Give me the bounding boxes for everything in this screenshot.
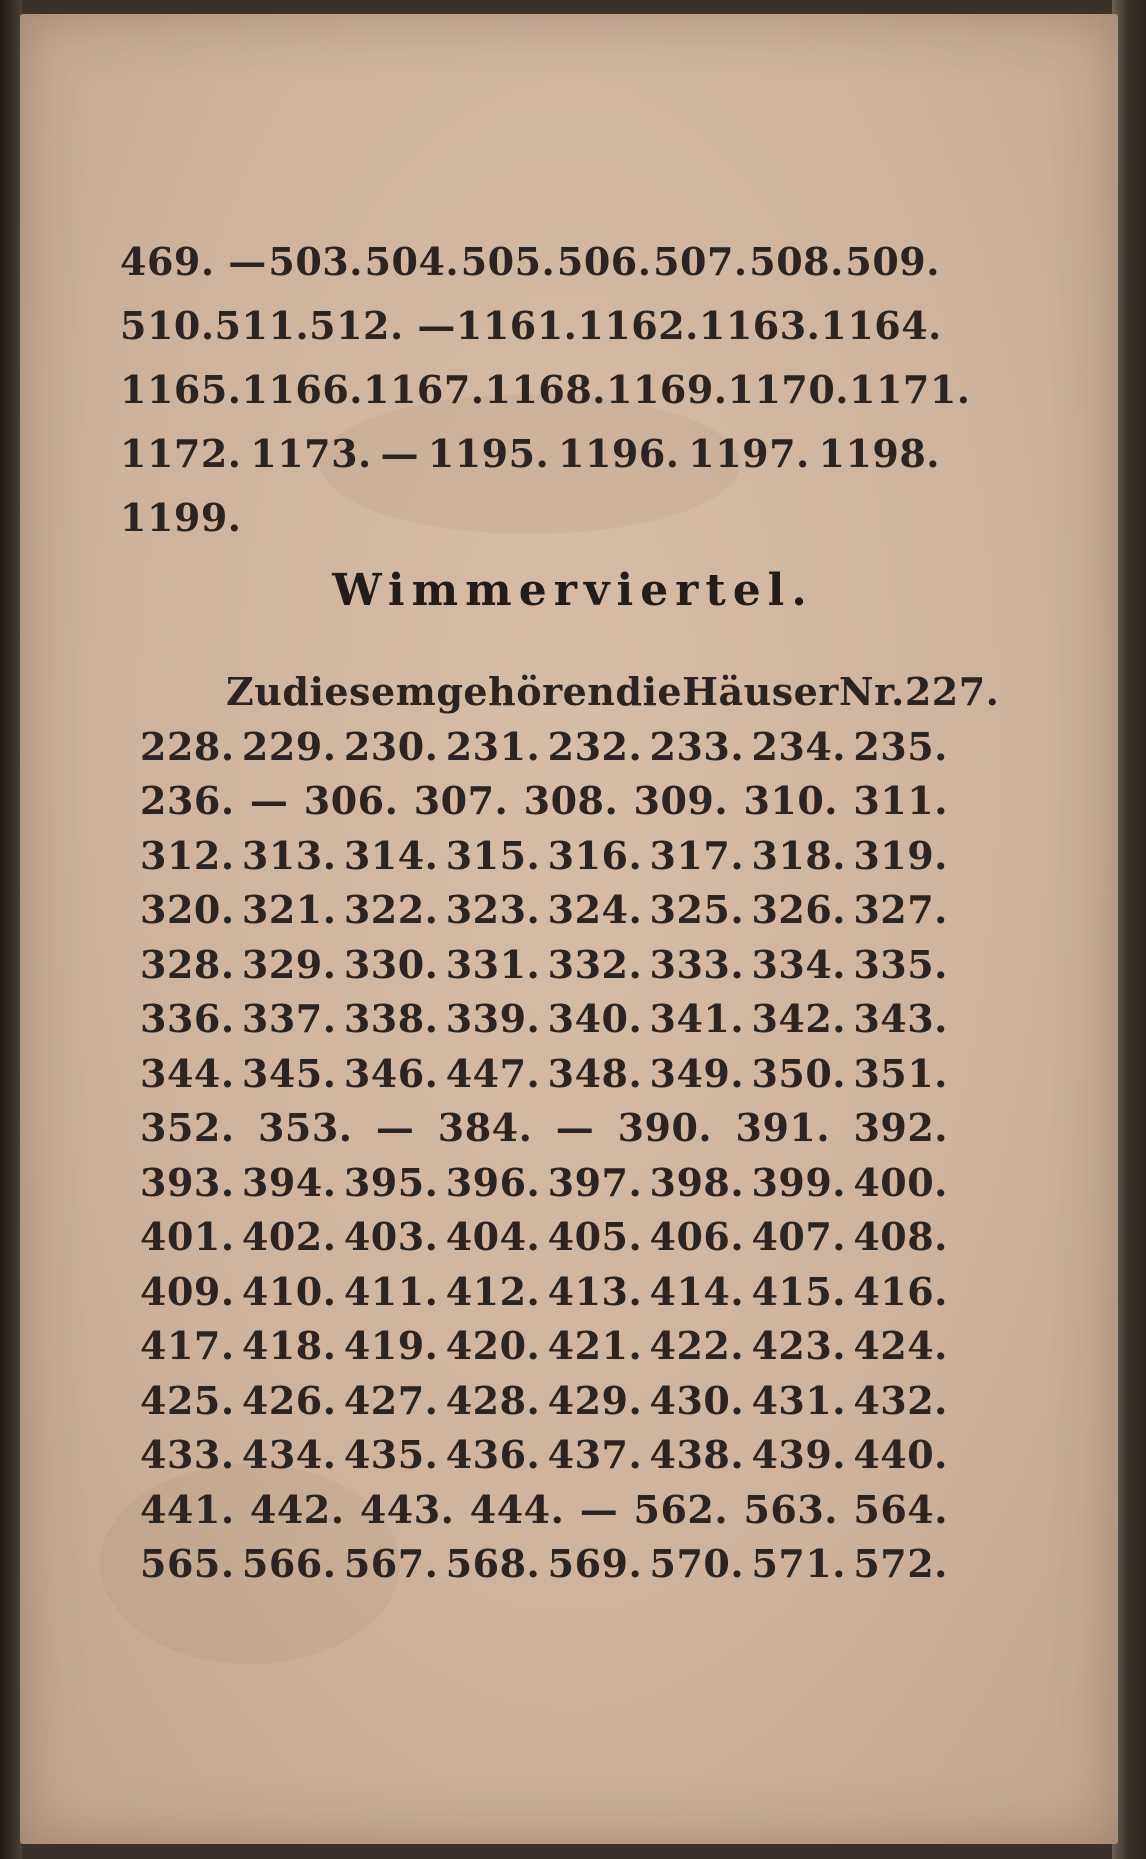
house-number: 329. bbox=[241, 941, 337, 987]
house-number: 316. bbox=[547, 832, 643, 878]
house-number: 233. bbox=[649, 723, 745, 769]
house-number: 236. bbox=[140, 778, 235, 823]
house-number: 231. bbox=[445, 723, 541, 769]
text-line bbox=[140, 1047, 948, 1102]
text-line bbox=[140, 720, 948, 775]
house-number: 309. bbox=[633, 778, 729, 823]
house-number: 313. bbox=[241, 832, 337, 878]
house-number: — bbox=[380, 431, 419, 476]
house-number: 1169. bbox=[606, 367, 728, 412]
house-number: 1166. bbox=[241, 367, 363, 412]
intro-word: 227. bbox=[904, 669, 1000, 714]
house-number: 308. bbox=[523, 778, 619, 823]
house-number: 436. bbox=[445, 1432, 541, 1477]
intro-word: Zu bbox=[226, 669, 283, 714]
house-number: 508. bbox=[749, 239, 844, 284]
house-number: 432. bbox=[853, 1377, 948, 1423]
house-number: 399. bbox=[751, 1159, 846, 1205]
house-number: 1167. bbox=[363, 367, 485, 412]
house-number: 437. bbox=[547, 1432, 643, 1477]
house-number: 409. bbox=[140, 1268, 235, 1314]
house-number: 228. bbox=[140, 723, 235, 769]
house-number: 334. bbox=[751, 941, 846, 987]
house-number: 469. — bbox=[120, 239, 267, 284]
house-number: 427. bbox=[343, 1377, 439, 1423]
house-number: 1196. bbox=[558, 431, 680, 476]
house-number: 564. bbox=[853, 1486, 948, 1532]
house-number: 1161. bbox=[455, 303, 578, 348]
house-number: 512. — bbox=[309, 303, 456, 348]
house-number: 1199. bbox=[120, 495, 242, 540]
house-number: 562. bbox=[633, 1486, 729, 1532]
house-number: 394. bbox=[241, 1159, 337, 1205]
house-number: 341. bbox=[649, 996, 745, 1041]
text-line bbox=[120, 358, 971, 422]
section-heading: Wimmerviertel. bbox=[332, 565, 814, 616]
house-number: 421. bbox=[547, 1323, 643, 1368]
house-number: 345. bbox=[241, 1050, 337, 1096]
house-number: 312. bbox=[140, 832, 235, 878]
house-number: 350. bbox=[751, 1050, 846, 1096]
text-line bbox=[120, 294, 940, 358]
house-number: — bbox=[249, 778, 289, 823]
house-number: 505. bbox=[460, 239, 556, 284]
house-number: 434. bbox=[241, 1432, 337, 1477]
house-number: 443. bbox=[359, 1486, 455, 1532]
house-number: 504. bbox=[364, 239, 460, 284]
house-number: 433. bbox=[140, 1432, 235, 1477]
house-number: 567. bbox=[343, 1541, 439, 1586]
house-number: 400. bbox=[853, 1159, 948, 1205]
house-number: 441. bbox=[140, 1486, 235, 1532]
house-number: 331. bbox=[445, 941, 541, 987]
house-number: 503. bbox=[268, 239, 363, 284]
intro-word: Nr. bbox=[838, 669, 905, 714]
house-number: 332. bbox=[547, 941, 643, 987]
text-line bbox=[140, 1265, 948, 1320]
intro-line bbox=[140, 665, 1000, 720]
house-number: 506. bbox=[556, 239, 652, 284]
intro-word: diesem bbox=[282, 669, 437, 714]
house-number: 1172. bbox=[120, 431, 242, 476]
text-line bbox=[140, 992, 948, 1047]
house-number: 328. bbox=[140, 941, 235, 987]
house-number: 1198. bbox=[818, 431, 940, 476]
house-number: 390. bbox=[617, 1105, 713, 1150]
house-number: — bbox=[579, 1486, 619, 1532]
house-number: 353. bbox=[257, 1105, 353, 1150]
house-number: 511. bbox=[214, 303, 310, 348]
house-number: 406. bbox=[649, 1214, 745, 1259]
house-number: 568. bbox=[445, 1541, 541, 1586]
house-number: 425. bbox=[140, 1377, 235, 1423]
house-number: 571. bbox=[751, 1541, 846, 1586]
house-number: 430. bbox=[649, 1377, 745, 1423]
text-line bbox=[120, 230, 940, 294]
house-number: 419. bbox=[343, 1323, 439, 1368]
house-number: 317. bbox=[649, 832, 745, 878]
house-number: 420. bbox=[445, 1323, 541, 1368]
house-number: 315. bbox=[445, 832, 541, 878]
house-number: — bbox=[555, 1105, 595, 1150]
house-number: 565. bbox=[140, 1541, 235, 1586]
house-number: 569. bbox=[547, 1541, 643, 1586]
house-number: 307. bbox=[413, 778, 509, 823]
house-number: 415. bbox=[751, 1268, 846, 1314]
house-number: 431. bbox=[751, 1377, 846, 1423]
house-number: 566. bbox=[241, 1541, 337, 1586]
house-number: 404. bbox=[445, 1214, 541, 1259]
house-number: 563. bbox=[743, 1486, 839, 1532]
house-number: 330. bbox=[343, 941, 439, 987]
house-number: 322. bbox=[343, 887, 439, 932]
house-number: 423. bbox=[751, 1323, 846, 1368]
house-number: 318. bbox=[751, 832, 846, 878]
house-number: 391. bbox=[735, 1105, 831, 1150]
house-number: 411. bbox=[343, 1268, 439, 1314]
house-number: 321. bbox=[241, 887, 337, 932]
house-number: 320. bbox=[140, 887, 235, 932]
house-number: 407. bbox=[751, 1214, 846, 1259]
text-line bbox=[140, 1428, 948, 1483]
house-number: 344. bbox=[140, 1050, 235, 1096]
house-number: 401. bbox=[140, 1214, 235, 1259]
house-number: 396. bbox=[445, 1159, 541, 1205]
house-number: — bbox=[375, 1105, 415, 1150]
house-number: 311. bbox=[853, 778, 948, 823]
house-number: 424. bbox=[853, 1323, 948, 1368]
house-number: 417. bbox=[140, 1323, 235, 1368]
house-number: 346. bbox=[343, 1050, 439, 1096]
house-number: 1195. bbox=[427, 431, 550, 476]
house-number: 397. bbox=[547, 1159, 643, 1205]
house-number: 343. bbox=[853, 996, 948, 1041]
house-number: 403. bbox=[343, 1214, 439, 1259]
house-number: 402. bbox=[241, 1214, 337, 1259]
house-number: 572. bbox=[853, 1541, 948, 1586]
house-number: 234. bbox=[751, 723, 846, 769]
house-number: 324. bbox=[547, 887, 643, 932]
house-number: 435. bbox=[343, 1432, 439, 1477]
house-number: 393. bbox=[140, 1159, 235, 1205]
intro-word: die bbox=[615, 669, 683, 714]
house-number: 398. bbox=[649, 1159, 745, 1205]
house-number: 418. bbox=[241, 1323, 337, 1368]
house-number: 429. bbox=[547, 1377, 643, 1423]
house-number: 442. bbox=[249, 1486, 345, 1532]
house-number: 1162. bbox=[577, 303, 699, 348]
text-line bbox=[140, 1319, 948, 1374]
house-number: 1197. bbox=[688, 431, 810, 476]
house-number: 352. bbox=[140, 1105, 235, 1150]
house-number: 405. bbox=[547, 1214, 643, 1259]
number-list-continued bbox=[120, 230, 971, 550]
house-number: 229. bbox=[241, 723, 337, 769]
text-line bbox=[140, 1537, 948, 1592]
house-number: 439. bbox=[751, 1432, 846, 1477]
house-number: 1165. bbox=[120, 367, 242, 412]
house-number: 232. bbox=[547, 723, 643, 769]
house-number: 349. bbox=[649, 1050, 745, 1096]
text-line bbox=[120, 422, 940, 486]
text-line bbox=[140, 829, 948, 884]
house-number: 336. bbox=[140, 996, 235, 1041]
house-number: 447. bbox=[445, 1050, 541, 1096]
house-number: 414. bbox=[649, 1268, 745, 1314]
house-number: 1173. bbox=[250, 431, 372, 476]
house-number: 306. bbox=[303, 778, 399, 823]
house-number: 338. bbox=[343, 996, 439, 1041]
intro-word: gehören bbox=[436, 669, 616, 714]
house-number: 339. bbox=[445, 996, 541, 1041]
house-number: 426. bbox=[241, 1377, 337, 1423]
text-line bbox=[140, 1210, 948, 1265]
house-number: 408. bbox=[853, 1214, 948, 1259]
house-number: 1168. bbox=[484, 367, 606, 412]
house-number: 507. bbox=[653, 239, 748, 284]
house-number: 327. bbox=[853, 887, 948, 932]
house-number: 319. bbox=[853, 832, 948, 878]
section-number-list bbox=[140, 665, 1000, 1592]
house-number: 333. bbox=[649, 941, 745, 987]
house-number: 440. bbox=[853, 1432, 948, 1477]
house-number: 416. bbox=[853, 1268, 948, 1314]
house-number: 235. bbox=[853, 723, 948, 769]
house-number: 570. bbox=[649, 1541, 745, 1586]
text-line bbox=[140, 1156, 948, 1211]
house-number: 509. bbox=[845, 239, 940, 284]
house-number: 438. bbox=[649, 1432, 745, 1477]
text-line bbox=[140, 883, 948, 938]
text-line bbox=[140, 774, 948, 829]
house-number: 323. bbox=[445, 887, 541, 932]
house-number: 340. bbox=[547, 996, 643, 1041]
house-number: 444. bbox=[469, 1486, 565, 1532]
binding-edge bbox=[0, 0, 22, 1859]
text-line bbox=[140, 1101, 948, 1156]
house-number: 1163. bbox=[698, 303, 821, 348]
text-line bbox=[140, 1483, 948, 1538]
house-number: 413. bbox=[547, 1268, 643, 1314]
text-line bbox=[140, 938, 948, 993]
house-number: 392. bbox=[853, 1105, 948, 1150]
house-number: 337. bbox=[241, 996, 337, 1041]
house-number: 412. bbox=[445, 1268, 541, 1314]
text-line bbox=[120, 486, 940, 550]
intro-word: Häuser bbox=[682, 669, 839, 714]
house-number: 310. bbox=[743, 778, 839, 823]
house-number: 314. bbox=[343, 832, 439, 878]
house-number: 326. bbox=[751, 887, 846, 932]
house-number: 428. bbox=[445, 1377, 541, 1423]
text-line bbox=[140, 1374, 948, 1429]
house-number: 510. bbox=[120, 303, 215, 348]
house-number: 348. bbox=[547, 1050, 643, 1096]
house-number: 384. bbox=[437, 1105, 533, 1150]
house-number: 342. bbox=[751, 996, 846, 1041]
house-number: 1171. bbox=[849, 367, 971, 412]
house-number: 351. bbox=[853, 1050, 948, 1096]
house-number: 335. bbox=[853, 941, 948, 987]
house-number: 325. bbox=[649, 887, 745, 932]
house-number: 395. bbox=[343, 1159, 439, 1205]
house-number: 410. bbox=[241, 1268, 337, 1314]
house-number: 422. bbox=[649, 1323, 745, 1368]
house-number: 1170. bbox=[727, 367, 849, 412]
house-number: 1164. bbox=[820, 303, 942, 348]
house-number: 230. bbox=[343, 723, 439, 769]
